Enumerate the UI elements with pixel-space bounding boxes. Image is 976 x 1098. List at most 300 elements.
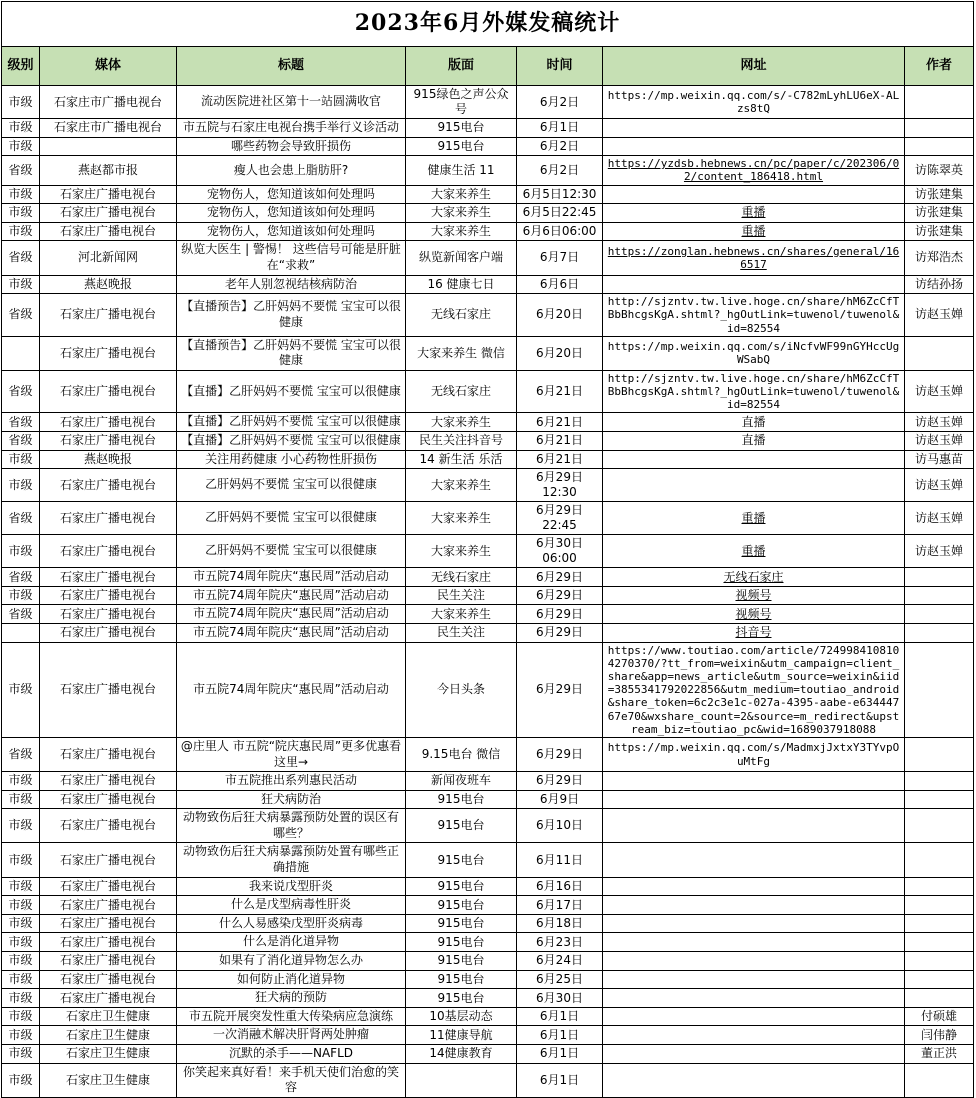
column-header-time: 时间 xyxy=(517,47,603,86)
table-row xyxy=(2,970,974,989)
cell-title: 宠物伤人，您知道该如何处理吗 xyxy=(177,204,406,223)
cell-title: 关注用药健康 小心药物性肝损伤 xyxy=(177,450,406,469)
cell-media: 石家庄卫生健康 xyxy=(40,1045,177,1064)
cell-author xyxy=(905,137,974,156)
table-row xyxy=(2,86,974,119)
cell-section: 11健康导航 xyxy=(406,1026,517,1045)
url-link[interactable]: 视频号 xyxy=(603,605,905,624)
cell-title: 什么人易感染戊型肝炎病毒 xyxy=(177,914,406,933)
cell-section: 915电台 xyxy=(406,952,517,971)
cell-time: 6月29日 xyxy=(517,624,603,643)
cell-section: 大家来养生 xyxy=(406,605,517,624)
cell-media: 石家庄市广播电视台 xyxy=(40,119,177,138)
cell-author xyxy=(905,119,974,138)
cell-author xyxy=(905,952,974,971)
cell-time: 6月1日 xyxy=(517,1045,603,1064)
cell-media: 石家庄广播电视台 xyxy=(40,185,177,204)
cell-author: 访赵玉婵 xyxy=(905,370,974,413)
cell-title: 宠物伤人，您知道该如何处理吗 xyxy=(177,222,406,241)
cell-media: 石家庄广播电视台 xyxy=(40,843,177,877)
cell-section: 无线石家庄 xyxy=(406,294,517,337)
cell-time: 6月16日 xyxy=(517,877,603,896)
cell-title: 我来说戊型肝炎 xyxy=(177,877,406,896)
cell-media: 石家庄广播电视台 xyxy=(40,605,177,624)
cell-media: 石家庄广播电视台 xyxy=(40,790,177,809)
cell-time: 6月23日 xyxy=(517,933,603,952)
cell-url: 直播 xyxy=(603,432,905,451)
cell-author: 闫伟静 xyxy=(905,1026,974,1045)
table-row xyxy=(2,156,974,185)
cell-section: 民生关注 xyxy=(406,624,517,643)
cell-author: 访赵玉婵 xyxy=(905,502,974,535)
cell-level: 市级 xyxy=(2,1007,40,1026)
url-link[interactable]: 无线石家庄 xyxy=(603,568,905,587)
cell-author: 付硕雄 xyxy=(905,1007,974,1026)
url-link[interactable]: https://yzdsb.hebnews.cn/pc/paper/c/202306/02/content_186418.html xyxy=(603,156,905,185)
cell-url xyxy=(603,119,905,138)
cell-author: 访结孙扬 xyxy=(905,275,974,294)
url-link[interactable]: 重播 xyxy=(603,204,905,223)
cell-title: 乙肝妈妈不要慌 宝宝可以很健康 xyxy=(177,535,406,568)
cell-author: 访张建集 xyxy=(905,185,974,204)
cell-title: 沉默的杀手——NAFLD xyxy=(177,1045,406,1064)
cell-author: 访张建集 xyxy=(905,204,974,223)
table-row xyxy=(2,772,974,791)
cell-time: 6月5日22:45 xyxy=(517,204,603,223)
url-link[interactable]: 视频号 xyxy=(603,586,905,605)
cell-media: 石家庄广播电视台 xyxy=(40,952,177,971)
cell-time: 6月1日 xyxy=(517,1026,603,1045)
cell-level: 省级 xyxy=(2,502,40,535)
cell-section: 大家来养生 xyxy=(406,413,517,432)
table-row xyxy=(2,624,974,643)
url-link[interactable]: http://sjzntv.tw.live.hoge.cn/share/hM6ZcCfTBbBhcgsKgA.shtml?_hgOutLink=tuwenol/tuwenol&id=82554 xyxy=(603,294,905,337)
cell-author xyxy=(905,737,974,771)
table-row xyxy=(2,185,974,204)
cell-level: 市级 xyxy=(2,896,40,915)
cell-media: 石家庄广播电视台 xyxy=(40,772,177,791)
cell-title: 你笑起来真好看！来手机天使们治愈的笑容 xyxy=(177,1063,406,1097)
cell-time: 6月5日12:30 xyxy=(517,185,603,204)
url-link[interactable]: 抖音号 xyxy=(603,624,905,643)
cell-title: 动物致伤后狂犬病暴露预防处置有哪些正确措施 xyxy=(177,843,406,877)
cell-author: 访赵玉婵 xyxy=(905,413,974,432)
url-link[interactable]: https://mp.weixin.qq.com/s/iNcfvWF99nGYHccUgWSabQ xyxy=(603,336,905,370)
cell-section: 大家来养生 xyxy=(406,204,517,223)
cell-author xyxy=(905,772,974,791)
cell-author xyxy=(905,605,974,624)
table-row xyxy=(2,568,974,587)
cell-title: 市五院74周年院庆“惠民周”活动启动 xyxy=(177,624,406,643)
cell-section: 915电台 xyxy=(406,933,517,952)
cell-time: 6月20日 xyxy=(517,294,603,337)
url-link[interactable]: http://sjzntv.tw.live.hoge.cn/share/hM6ZcCfTBbBhcgsKgA.shtml?_hgOutLink=tuwenol/tuwenol&id=82554 xyxy=(603,370,905,413)
cell-media: 燕赵都市报 xyxy=(40,156,177,185)
cell-time: 6月29日12:30 xyxy=(517,469,603,502)
table-row xyxy=(2,1063,974,1097)
table-row xyxy=(2,502,974,535)
cell-media: 石家庄广播电视台 xyxy=(40,432,177,451)
column-header-level: 级别 xyxy=(2,47,40,86)
cell-author: 董正洪 xyxy=(905,1045,974,1064)
cell-media: 石家庄广播电视台 xyxy=(40,642,177,737)
cell-url xyxy=(603,877,905,896)
url-link[interactable]: https://zonglan.hebnews.cn/shares/general/166517 xyxy=(603,241,905,275)
cell-media xyxy=(40,137,177,156)
cell-author xyxy=(905,989,974,1008)
cell-time: 6月29日 xyxy=(517,586,603,605)
cell-level: 市级 xyxy=(2,119,40,138)
cell-section: 9.15电台 微信 xyxy=(406,737,517,771)
cell-section: 14健康教育 xyxy=(406,1045,517,1064)
cell-section: 915电台 xyxy=(406,914,517,933)
cell-time: 6月6日 xyxy=(517,275,603,294)
cell-level: 市级 xyxy=(2,469,40,502)
cell-media: 石家庄卫生健康 xyxy=(40,1026,177,1045)
cell-author: 访张建集 xyxy=(905,222,974,241)
cell-media: 石家庄卫生健康 xyxy=(40,1063,177,1097)
cell-media: 石家庄市广播电视台 xyxy=(40,86,177,119)
cell-time: 6月2日 xyxy=(517,156,603,185)
cell-time: 6月21日 xyxy=(517,432,603,451)
cell-media: 石家庄广播电视台 xyxy=(40,809,177,843)
cell-time: 6月21日 xyxy=(517,370,603,413)
table-row xyxy=(2,642,974,737)
cell-title: 市五院开展突发性重大传染病应急演练 xyxy=(177,1007,406,1026)
cell-time: 6月29日 xyxy=(517,605,603,624)
cell-level: 省级 xyxy=(2,413,40,432)
cell-section: 10基层动态 xyxy=(406,1007,517,1026)
column-header-section: 版面 xyxy=(406,47,517,86)
cell-time: 6月29日 xyxy=(517,737,603,771)
cell-level: 市级 xyxy=(2,952,40,971)
cell-section: 915电台 xyxy=(406,843,517,877)
table-row xyxy=(2,450,974,469)
cell-time: 6月29日22:45 xyxy=(517,502,603,535)
cell-time: 6月11日 xyxy=(517,843,603,877)
cell-media: 石家庄广播电视台 xyxy=(40,336,177,370)
table-row xyxy=(2,535,974,568)
cell-media: 石家庄广播电视台 xyxy=(40,568,177,587)
cell-media: 石家庄广播电视台 xyxy=(40,933,177,952)
column-header-media: 媒体 xyxy=(40,47,177,86)
cell-media: 石家庄广播电视台 xyxy=(40,502,177,535)
cell-title: 市五院74周年院庆“惠民周”活动启动 xyxy=(177,586,406,605)
cell-media: 燕赵晚报 xyxy=(40,275,177,294)
cell-author xyxy=(905,642,974,737)
cell-author xyxy=(905,1063,974,1097)
cell-title: 【直播】乙肝妈妈不要慌 宝宝可以很健康 xyxy=(177,413,406,432)
cell-media: 石家庄广播电视台 xyxy=(40,737,177,771)
cell-url xyxy=(603,1007,905,1026)
cell-media: 石家庄广播电视台 xyxy=(40,413,177,432)
cell-section: 今日头条 xyxy=(406,642,517,737)
cell-media: 石家庄广播电视台 xyxy=(40,370,177,413)
cell-author xyxy=(905,86,974,119)
cell-title: 流动医院进社区第十一站圆满收官 xyxy=(177,86,406,119)
cell-title: 市五院推出系列惠民活动 xyxy=(177,772,406,791)
table-row xyxy=(2,843,974,877)
report-table xyxy=(1,1,974,1098)
cell-media: 石家庄卫生健康 xyxy=(40,1007,177,1026)
cell-time: 6月9日 xyxy=(517,790,603,809)
cell-level: 市级 xyxy=(2,586,40,605)
cell-section: 新闻夜班车 xyxy=(406,772,517,791)
cell-time: 6月30日06:00 xyxy=(517,535,603,568)
cell-author: 访陈翠英 xyxy=(905,156,974,185)
cell-section: 无线石家庄 xyxy=(406,568,517,587)
cell-section: 纵览新闻客户端 xyxy=(406,241,517,275)
cell-media: 石家庄广播电视台 xyxy=(40,896,177,915)
cell-level: 省级 xyxy=(2,370,40,413)
column-header-author: 作者 xyxy=(905,47,974,86)
cell-url xyxy=(603,989,905,1008)
cell-time: 6月24日 xyxy=(517,952,603,971)
cell-level: 市级 xyxy=(2,970,40,989)
cell-section: 915电台 xyxy=(406,896,517,915)
cell-author: 访赵玉婵 xyxy=(905,535,974,568)
cell-media: 石家庄广播电视台 xyxy=(40,989,177,1008)
cell-title: 市五院与石家庄电视台携手举行义诊活动 xyxy=(177,119,406,138)
cell-author xyxy=(905,933,974,952)
cell-level: 市级 xyxy=(2,843,40,877)
url-link[interactable]: 重播 xyxy=(603,222,905,241)
cell-level: 市级 xyxy=(2,790,40,809)
cell-url xyxy=(603,1045,905,1064)
cell-media: 石家庄广播电视台 xyxy=(40,204,177,223)
table-row xyxy=(2,1007,974,1026)
spreadsheet xyxy=(1,1,973,1098)
cell-level: 市级 xyxy=(2,1063,40,1097)
cell-author: 访马惠苗 xyxy=(905,450,974,469)
cell-time: 6月18日 xyxy=(517,914,603,933)
cell-level: 市级 xyxy=(2,185,40,204)
cell-level: 省级 xyxy=(2,605,40,624)
url-link[interactable]: https://www.toutiao.com/article/7249984108104270370/?tt_from=weixin&utm_campaign=client_share&app=news_article&utm_source=weixin&iid=3855341792022856&utm_medium=toutiao_android&share_token=6c2c3e1c-027a-4395-aabe-e63444767e70&wxshare_count=2&source=m_redirect&upstream_biz=toutiao_pc&wid=1689037918088 xyxy=(603,642,905,737)
cell-level: 市级 xyxy=(2,877,40,896)
table-header-row xyxy=(2,47,974,86)
url-link[interactable]: 重播 xyxy=(603,535,905,568)
table-row xyxy=(2,586,974,605)
cell-url xyxy=(603,469,905,502)
cell-title: 一次消融术解决肝肾两处肿瘤 xyxy=(177,1026,406,1045)
table-row xyxy=(2,275,974,294)
cell-url xyxy=(603,809,905,843)
cell-title: 如果有了消化道异物怎么办 xyxy=(177,952,406,971)
table-row xyxy=(2,790,974,809)
cell-section: 大家来养生 xyxy=(406,222,517,241)
table-row xyxy=(2,204,974,223)
cell-title: 狂犬病防治 xyxy=(177,790,406,809)
cell-url xyxy=(603,450,905,469)
cell-url xyxy=(603,1063,905,1097)
cell-section: 无线石家庄 xyxy=(406,370,517,413)
cell-author: 访赵玉婵 xyxy=(905,469,974,502)
cell-url xyxy=(603,843,905,877)
cell-time: 6月7日 xyxy=(517,241,603,275)
cell-time: 6月10日 xyxy=(517,809,603,843)
cell-level xyxy=(2,624,40,643)
cell-section: 大家来养生 xyxy=(406,185,517,204)
cell-url xyxy=(603,914,905,933)
cell-media: 石家庄广播电视台 xyxy=(40,914,177,933)
url-link[interactable]: https://mp.weixin.qq.com/s/-C782mLyhLU6eX-ALzs8tQ xyxy=(603,86,905,119)
cell-section: 915电台 xyxy=(406,137,517,156)
cell-url xyxy=(603,185,905,204)
cell-level: 市级 xyxy=(2,933,40,952)
cell-media: 石家庄广播电视台 xyxy=(40,535,177,568)
cell-author xyxy=(905,809,974,843)
cell-time: 6月2日 xyxy=(517,86,603,119)
cell-level: 市级 xyxy=(2,809,40,843)
cell-author xyxy=(905,914,974,933)
url-link[interactable]: https://mp.weixin.qq.com/s/MadmxjJxtxY3TYvpOuMtFg xyxy=(603,737,905,771)
cell-media: 石家庄广播电视台 xyxy=(40,877,177,896)
cell-section: 大家来养生 微信 xyxy=(406,336,517,370)
cell-section: 915电台 xyxy=(406,119,517,138)
cell-time: 6月6日06:00 xyxy=(517,222,603,241)
cell-section: 915电台 xyxy=(406,970,517,989)
cell-title: 乙肝妈妈不要慌 宝宝可以很健康 xyxy=(177,469,406,502)
cell-author xyxy=(905,624,974,643)
cell-author xyxy=(905,896,974,915)
table-row xyxy=(2,877,974,896)
cell-title: 乙肝妈妈不要慌 宝宝可以很健康 xyxy=(177,502,406,535)
cell-time: 6月21日 xyxy=(517,450,603,469)
cell-time: 6月1日 xyxy=(517,119,603,138)
table-row xyxy=(2,737,974,771)
cell-title: 【直播】乙肝妈妈不要慌 宝宝可以很健康 xyxy=(177,370,406,413)
cell-section: 915电台 xyxy=(406,877,517,896)
cell-title: 狂犬病的预防 xyxy=(177,989,406,1008)
cell-author xyxy=(905,970,974,989)
cell-time: 6月29日 xyxy=(517,642,603,737)
table-row xyxy=(2,119,974,138)
cell-level: 市级 xyxy=(2,1045,40,1064)
cell-section: 915电台 xyxy=(406,809,517,843)
cell-title: 市五院74周年院庆“惠民周”活动启动 xyxy=(177,605,406,624)
cell-section: 民生关注抖音号 xyxy=(406,432,517,451)
cell-level: 省级 xyxy=(2,737,40,771)
cell-section: 大家来养生 xyxy=(406,502,517,535)
cell-section: 民生关注 xyxy=(406,586,517,605)
cell-level: 市级 xyxy=(2,989,40,1008)
cell-time: 6月1日 xyxy=(517,1063,603,1097)
title-row xyxy=(2,2,974,47)
cell-title: @庄里人 市五院“院庆惠民周”更多优惠看这里→ xyxy=(177,737,406,771)
table-row xyxy=(2,1026,974,1045)
table-row xyxy=(2,432,974,451)
cell-level: 市级 xyxy=(2,204,40,223)
cell-url xyxy=(603,970,905,989)
table-row xyxy=(2,605,974,624)
table-body xyxy=(2,86,974,1098)
cell-title: 【直播】乙肝妈妈不要慌 宝宝可以很健康 xyxy=(177,432,406,451)
cell-time: 6月21日 xyxy=(517,413,603,432)
cell-level: 市级 xyxy=(2,642,40,737)
cell-media: 燕赵晚报 xyxy=(40,450,177,469)
cell-level: 市级 xyxy=(2,222,40,241)
cell-level: 市级 xyxy=(2,86,40,119)
cell-title: 瘦人也会患上脂肪肝? xyxy=(177,156,406,185)
cell-media: 石家庄广播电视台 xyxy=(40,970,177,989)
cell-section: 大家来养生 xyxy=(406,469,517,502)
cell-media: 石家庄广播电视台 xyxy=(40,586,177,605)
cell-author xyxy=(905,790,974,809)
table-row xyxy=(2,1045,974,1064)
table-row xyxy=(2,370,974,413)
cell-url xyxy=(603,275,905,294)
cell-time: 6月2日 xyxy=(517,137,603,156)
cell-level: 省级 xyxy=(2,294,40,337)
cell-title: 市五院74周年院庆“惠民周”活动启动 xyxy=(177,568,406,587)
cell-author xyxy=(905,336,974,370)
page-title: 2023年6月外媒发稿统计 xyxy=(2,2,974,47)
cell-url xyxy=(603,772,905,791)
table-row xyxy=(2,914,974,933)
cell-author: 访赵玉婵 xyxy=(905,294,974,337)
cell-title: 【直播预告】乙肝妈妈不要慌 宝宝可以很健康 xyxy=(177,336,406,370)
cell-url xyxy=(603,790,905,809)
cell-url xyxy=(603,933,905,952)
cell-title: 老年人别忽视结核病防治 xyxy=(177,275,406,294)
cell-level xyxy=(2,336,40,370)
cell-time: 6月25日 xyxy=(517,970,603,989)
cell-level: 市级 xyxy=(2,772,40,791)
table-row xyxy=(2,222,974,241)
table-row xyxy=(2,933,974,952)
cell-level: 省级 xyxy=(2,568,40,587)
cell-media: 石家庄广播电视台 xyxy=(40,222,177,241)
cell-level: 省级 xyxy=(2,156,40,185)
cell-section: 915绿色之声公众号 xyxy=(406,86,517,119)
cell-author xyxy=(905,586,974,605)
column-header-url: 网址 xyxy=(603,47,905,86)
cell-section: 16 健康七日 xyxy=(406,275,517,294)
cell-section xyxy=(406,1063,517,1097)
cell-section: 健康生活 11 xyxy=(406,156,517,185)
cell-url xyxy=(603,1026,905,1045)
cell-author xyxy=(905,568,974,587)
cell-url xyxy=(603,896,905,915)
cell-title: 动物致伤后狂犬病暴露预防处置的误区有哪些？ xyxy=(177,809,406,843)
table-row xyxy=(2,469,974,502)
table-row xyxy=(2,952,974,971)
table-row xyxy=(2,137,974,156)
table-row xyxy=(2,896,974,915)
cell-author xyxy=(905,877,974,896)
cell-author: 访郑浩杰 xyxy=(905,241,974,275)
cell-time: 6月30日 xyxy=(517,989,603,1008)
cell-level: 省级 xyxy=(2,432,40,451)
cell-time: 6月17日 xyxy=(517,896,603,915)
cell-time: 6月1日 xyxy=(517,1007,603,1026)
url-link[interactable]: 重播 xyxy=(603,502,905,535)
table-row xyxy=(2,413,974,432)
cell-title: 市五院74周年院庆“惠民周”活动启动 xyxy=(177,642,406,737)
cell-url xyxy=(603,137,905,156)
cell-title: 哪些药物会导致肝损伤 xyxy=(177,137,406,156)
cell-title: 什么是戊型病毒性肝炎 xyxy=(177,896,406,915)
cell-section: 915电台 xyxy=(406,989,517,1008)
cell-url: 直播 xyxy=(603,413,905,432)
cell-url xyxy=(603,952,905,971)
cell-level: 市级 xyxy=(2,137,40,156)
table-row xyxy=(2,809,974,843)
cell-author: 访赵玉婵 xyxy=(905,432,974,451)
cell-title: 纵览大医生 | 警惕！ 这些信号可能是肝脏在“求救” xyxy=(177,241,406,275)
cell-section: 大家来养生 xyxy=(406,535,517,568)
